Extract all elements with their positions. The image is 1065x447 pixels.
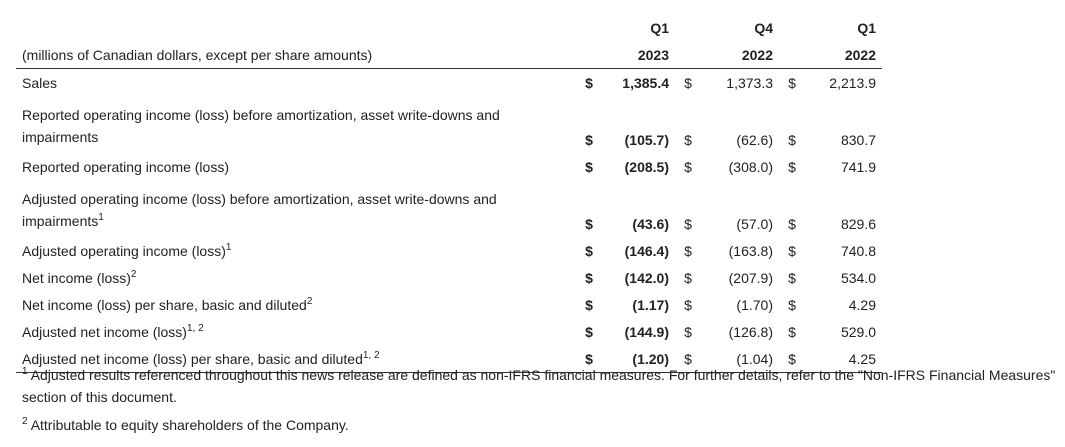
value-cell: (208.5)	[624, 158, 669, 175]
currency-symbol: $	[684, 269, 692, 286]
value-cell: 1,385.4	[622, 74, 669, 91]
footnote-reference: 1	[225, 241, 232, 253]
value-cell: (126.8)	[728, 323, 773, 340]
row-label	[16, 153, 576, 180]
footnote-text: Adjusted results referenced throughout this news release are defined as non-IFRS financial measures. For further details, refer to the "Non-IFRS Financial Measures" section of this document.	[22, 367, 1056, 405]
table-row	[16, 237, 882, 264]
footnote-reference: 1, 2	[362, 349, 380, 361]
value-cell: (1.20)	[602, 345, 675, 373]
row-label	[16, 318, 576, 345]
footnote-mark: 1	[22, 366, 28, 377]
value-cell: 2,213.9	[829, 74, 876, 91]
currency-symbol: $	[585, 216, 593, 232]
table-row	[16, 291, 882, 318]
currency-symbol: $	[684, 242, 692, 259]
currency-symbol: $	[684, 158, 692, 175]
row-label-text: Adjusted operating income (loss)	[22, 242, 226, 259]
currency-symbol: $	[788, 132, 796, 148]
row-label	[16, 264, 576, 291]
currency-symbol: $	[788, 216, 796, 232]
currency-symbol: $	[788, 74, 796, 91]
footnote	[22, 364, 1062, 408]
currency-symbol: $	[585, 132, 593, 148]
value-cell: (1.04)	[701, 345, 779, 373]
value-cell: 830.7	[840, 132, 876, 148]
currency-symbol: $	[684, 74, 692, 91]
column-quarter: Q1	[857, 19, 876, 36]
footnote-reference: 1, 2	[186, 322, 204, 334]
row-label-text: Adjusted net income (loss) per share, basic and diluted	[22, 350, 363, 367]
footnote-text: Attributable to equity shareholders of the Company.	[30, 417, 349, 433]
value-cell: (1.17)	[632, 296, 669, 313]
value-cell: (1.70)	[736, 296, 773, 313]
currency-symbol: $	[788, 158, 796, 175]
value-cell: (146.4)	[624, 242, 669, 259]
currency-symbol: $	[585, 158, 593, 175]
currency-symbol: $	[788, 242, 796, 259]
value-cell: 4.25	[805, 345, 882, 373]
column-quarter: Q1	[650, 19, 669, 36]
currency-symbol: $	[585, 242, 593, 259]
row-label	[16, 237, 576, 264]
table-row	[16, 264, 882, 291]
table-body	[16, 69, 882, 373]
value-cell: 4.29	[848, 296, 876, 313]
value-cell: (142.0)	[624, 269, 669, 286]
currency-symbol: $	[585, 323, 593, 340]
table-row	[16, 318, 882, 345]
value-cell: 829.6	[840, 216, 876, 232]
row-label-text: Reported operating income (loss) before amortization, asset write-downs and impairments	[22, 107, 500, 145]
value-cell: (308.0)	[728, 158, 773, 175]
row-label-text: Adjusted operating income (loss) before amortization, asset write-downs and impairments	[22, 191, 497, 229]
row-label	[16, 180, 576, 237]
header-row-quarters	[16, 14, 882, 41]
value-cell: (207.9)	[728, 269, 773, 286]
currency-symbol: $	[585, 296, 593, 313]
footnote-reference: 1	[98, 212, 104, 223]
currency-symbol: $	[576, 345, 602, 373]
row-label-text: Adjusted net income (loss)	[22, 323, 187, 340]
currency-symbol: $	[675, 345, 701, 373]
currency-symbol: $	[788, 269, 796, 286]
row-label	[16, 291, 576, 318]
units-label: (millions of Canadian dollars, except per share amounts)	[16, 41, 576, 69]
footnote	[22, 414, 1062, 436]
currency-symbol: $	[788, 296, 796, 313]
currency-symbol: $	[779, 345, 805, 373]
table-row	[16, 96, 882, 153]
value-cell: 741.9	[840, 158, 876, 175]
value-cell: 1,373.3	[726, 74, 773, 91]
row-label-text: Reported operating income (loss)	[22, 158, 229, 175]
header-row-years	[16, 41, 882, 69]
value-cell: (62.6)	[736, 132, 773, 148]
table-row	[16, 69, 882, 97]
footnote-reference: 2	[130, 268, 137, 280]
row-label-text: Sales	[22, 74, 58, 91]
value-cell: (163.8)	[728, 242, 773, 259]
footnotes	[22, 364, 1062, 436]
value-cell: (43.6)	[632, 216, 669, 232]
value-cell: (57.0)	[736, 216, 773, 232]
column-year: 2022	[701, 41, 779, 69]
column-year: 2022	[805, 41, 882, 69]
currency-symbol: $	[585, 269, 593, 286]
value-cell: 740.8	[840, 242, 876, 259]
column-year: 2023	[602, 41, 675, 69]
value-cell: (144.9)	[624, 323, 669, 340]
row-label	[16, 69, 576, 97]
currency-symbol: $	[684, 216, 692, 232]
column-quarter: Q4	[754, 19, 773, 36]
currency-symbol: $	[684, 323, 692, 340]
value-cell: 529.0	[840, 323, 876, 340]
financial-summary-table	[16, 14, 882, 373]
currency-symbol: $	[788, 323, 796, 340]
footnote-mark: 2	[22, 416, 28, 427]
row-label-text: Net income (loss) per share, basic and diluted	[22, 296, 307, 313]
currency-symbol: $	[684, 296, 692, 313]
row-label	[16, 96, 576, 153]
row-label-text: Net income (loss)	[22, 269, 131, 286]
value-cell: (105.7)	[624, 132, 669, 148]
currency-symbol: $	[684, 132, 692, 148]
table-row	[16, 180, 882, 237]
footnote-reference: 2	[306, 295, 313, 307]
value-cell: 534.0	[840, 269, 876, 286]
currency-symbol: $	[585, 74, 593, 91]
table-row	[16, 153, 882, 180]
